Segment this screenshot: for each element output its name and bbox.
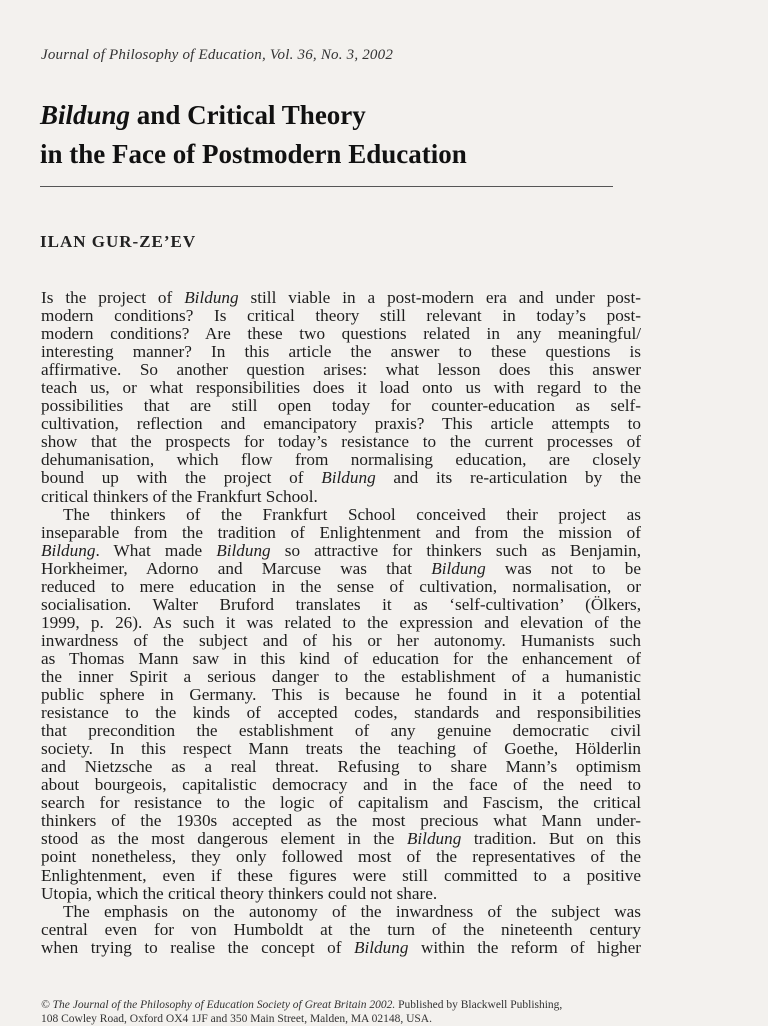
- body-line: interesting manner? In this article the answer to these questions is: [41, 342, 641, 362]
- body-line: socialisation. Walter Bruford translates it as ‘self-cultivation’ (Ölkers,: [41, 594, 641, 614]
- body-line: 1999, p. 26). As such it was related to the expression and elevation of the: [41, 612, 641, 632]
- title-line-1-rest: and Critical Theory: [130, 100, 366, 130]
- italic-term: Bildung: [41, 540, 96, 560]
- body-line: point nonetheless, they only followed most of the representatives of the: [41, 847, 641, 867]
- journal-header: Journal of Philosophy of Education, Vol. 36, No. 3, 2002: [41, 47, 394, 63]
- article-body: [41, 289, 641, 957]
- body-line: the inner Spirit a serious danger to the establishment of a humanistic: [41, 666, 641, 686]
- body-line: modern conditions? Are these two questions related in any meaningful/: [41, 324, 641, 344]
- italic-term: Bildung: [406, 829, 462, 849]
- body-line: public sphere in Germany. This is because he found in it a potential: [41, 685, 641, 705]
- author-name: ILAN GUR-ZE’EV: [40, 232, 197, 251]
- body-line: Horkheimer, Adorno and Marcuse was that Bildung was not to be: [41, 558, 641, 578]
- italic-term: Bildung: [216, 540, 271, 560]
- body-line: dehumanisation, which flow from normalising education, are closely: [41, 450, 641, 470]
- italic-term: Bildung: [321, 468, 376, 488]
- article-title: [40, 96, 467, 174]
- footer-copyright: © The Journal of the Philosophy of Education Society of Great Britain 2002.: [41, 999, 396, 1011]
- italic-term: Bildung: [431, 558, 486, 578]
- body-line: reduced to mere education in the sense of cultivation, normalisation, or: [41, 576, 641, 596]
- body-line: cultivation, reflection and emancipatory praxis? This article attempts to: [41, 414, 641, 434]
- body-line: central even for von Humboldt at the turn of the nineteenth century: [41, 919, 641, 939]
- body-line: and Nietzsche as a real threat. Refusing to share Mann’s optimism: [41, 757, 641, 777]
- body-line: critical thinkers of the Frankfurt School.: [41, 486, 318, 506]
- title-line-1: [40, 96, 467, 135]
- body-line: society. In this respect Mann treats the teaching of Goethe, Hölderlin: [41, 739, 641, 759]
- body-line: possibilities that are still open today for counter-education as self-: [41, 396, 641, 416]
- body-line: Is the project of Bildung still viable in a post-modern era and under post-: [41, 288, 641, 307]
- body-line: Utopia, which the critical theory thinkers could not share.: [41, 883, 438, 903]
- body-line: thinkers of the 1930s accepted as the most precious what Mann under-: [41, 811, 641, 831]
- body-line: inwardness of the subject and of his or her autonomy. Humanists such: [41, 630, 641, 650]
- body-line: search for resistance to the logic of capitalism and Fascism, the critical: [41, 793, 641, 813]
- body-line: The thinkers of the Frankfurt School conceived their project as: [63, 504, 641, 524]
- copyright-footer: [41, 998, 641, 1026]
- title-italic-term: Bildung: [40, 100, 131, 130]
- title-line-2: in the Face of Postmodern Education: [40, 139, 467, 169]
- italic-term: Bildung: [184, 288, 239, 307]
- body-line: teach us, or what responsibilities does it load onto us with regard to the: [41, 378, 641, 398]
- body-line: about bourgeois, capitalistic democracy and in the face of the need to: [41, 775, 641, 795]
- footer-line-2: 108 Cowley Road, Oxford OX4 1JF and 350 Main Street, Malden, MA 02148, USA.: [41, 1013, 432, 1025]
- body-line: stood as the most dangerous element in the Bildung tradition. But on this: [41, 829, 641, 849]
- title-divider: [40, 186, 613, 187]
- body-line: when trying to realise the concept of Bildung within the reform of higher: [41, 937, 641, 957]
- body-line: inseparable from the tradition of Enlightenment and from the mission of: [41, 522, 641, 542]
- body-line: that precondition the establishment of any genuine democratic civil: [41, 721, 641, 741]
- body-line: The emphasis on the autonomy of the inwardness of the subject was: [63, 901, 641, 921]
- italic-term: Bildung: [353, 937, 409, 957]
- body-line: affirmative. So another question arises: what lesson does this answer: [41, 360, 641, 380]
- body-line: modern conditions? Is critical theory still relevant in today’s post-: [41, 306, 641, 326]
- body-line: Bildung. What made Bildung so attractive for thinkers such as Benjamin,: [41, 540, 641, 560]
- body-line: Enlightenment, even if these figures were still committed to a positive: [41, 865, 641, 885]
- body-line: as Thomas Mann saw in this kind of education for the enhancement of: [41, 648, 641, 668]
- body-line: resistance to the kinds of accepted codes, standards and responsibilities: [41, 703, 641, 723]
- body-line: show that the prospects for today’s resistance to the current processes of: [41, 432, 641, 452]
- footer-publisher: Published by Blackwell Publishing,: [395, 999, 563, 1011]
- body-line: bound up with the project of Bildung and its re-articulation by the: [41, 468, 641, 488]
- footer-line-1: [41, 998, 641, 1012]
